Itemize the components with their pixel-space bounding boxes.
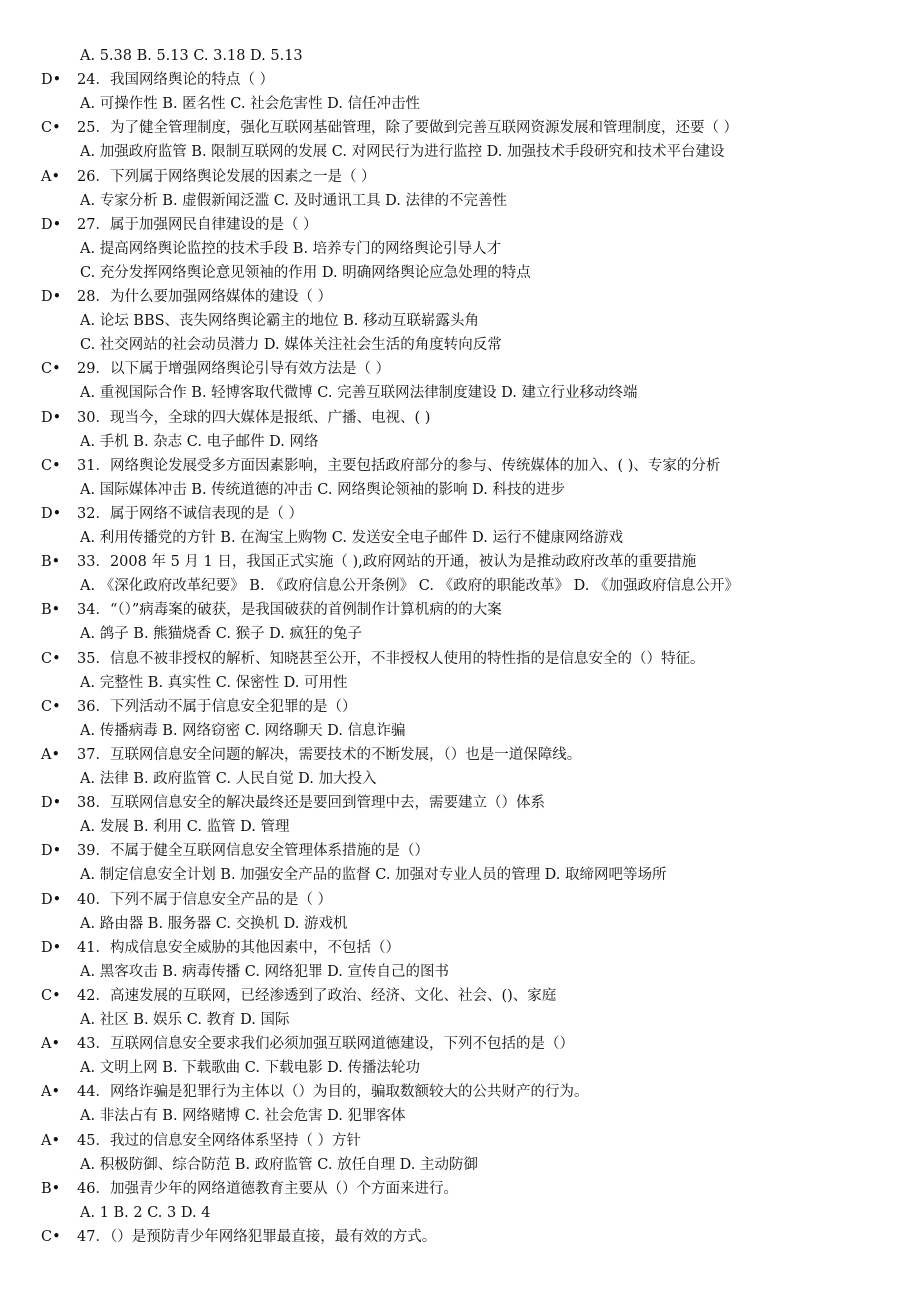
answer-marker: D• [41,72,62,89]
question-line [41,1179,458,1199]
question-text: 37．互联网信息安全问题的解决，需要技术的不断发展，（）也是一道保障线。 [77,746,582,763]
question-text: 27．属于加强网民自律建设的是（ ） [77,216,318,233]
options-line: A. 发展 B. 利用 C. 监管 D. 管理 [80,819,290,836]
answer-marker: C• [41,1228,61,1245]
question-line [41,745,581,765]
question-line [41,408,430,428]
question-text: 31．网络舆论发展受多方面因素影响，主要包括政府部分的参与、传统媒体的加入、( )、专家的分析 [77,457,721,474]
answer-marker: C• [41,987,61,1004]
options-line: A. 《深化政府改革纪要》 B. 《政府信息公开条例》 C. 《政府的职能改革》 D. 《加强政府信息公开》 [80,578,740,595]
options-line: A. 制定信息安全计划 B. 加强安全产品的监督 C. 加强对专业人员的管理 D. 取缔网吧等场所 [80,867,667,884]
answer-marker: D• [41,289,62,305]
question-text: 40．下列不属于信息安全产品的是（ ） [77,891,333,908]
question-line [41,287,332,307]
question-text: 36．下列活动不属于信息安全犯罪的是（） [77,698,357,715]
question-text: 26．下列属于网络舆论发展的因素之一是（ ） [77,168,376,185]
question-text: 35．信息不被非授权的解析、知晓甚至公开，不非授权人使用的特性指的是信息安全的（）特征。 [77,650,705,667]
question-line [41,600,502,620]
answer-marker: A• [41,1132,61,1149]
options-line: A. 传播病毒 B. 网络窃密 C. 网络聊天 D. 信息诈骗 [80,722,406,739]
options-line: A. 可操作性 B. 匿名性 C. 社会危害性 D. 信任冲击性 [80,96,421,113]
answer-marker: C• [41,361,61,378]
answer-marker: A• [41,168,61,185]
answer-marker: C• [41,698,61,715]
options-line: A. 黑客攻击 B. 病毒传播 C. 网络犯罪 D. 宣传自己的图书 [80,963,450,980]
options-line: A. 社区 B. 娱乐 C. 教育 D. 国际 [80,1012,290,1028]
answer-marker: B• [41,602,61,619]
answer-marker: C• [41,457,61,474]
question-text: 28．为什么要加强网络媒体的建设（ ） [77,289,333,305]
options-line: A. 积极防御、综合防范 B. 政府监管 C. 放任自理 D. 主动防御 [80,1156,479,1173]
options-line: A. 5.38 B. 5.13 C. 3.18 D. 5.13 [80,48,303,64]
options-line: A. 提高网络舆论监控的技术手段 B. 培养专门的网络舆论引导人才 [80,240,502,257]
question-line [41,167,376,187]
question-line [41,215,318,235]
question-line [41,456,720,476]
question-text: 47．（）是预防青少年网络犯罪最直接，最有效的方式。 [77,1228,437,1245]
options-line: A. 鸽子 B. 熊猫烧香 C. 猴子 D. 疯狂的兔子 [80,626,363,643]
question-text: 38．互联网信息安全的解决最终还是要回到管理中去，需要建立（）体系 [77,795,545,812]
question-line [41,890,332,910]
options-line: A. 利用传播党的方针 B. 在淘宝上购物 C. 发送安全电子邮件 D. 运行不健康网络游戏 [80,530,624,546]
options-line: C. 社交网站的社会动员潜力 D. 媒体关注社会生活的角度转向反常 [80,337,502,354]
answer-marker: C• [41,650,61,667]
answer-marker: A• [41,1036,61,1053]
answer-marker: D• [41,409,62,426]
options-line: C. 充分发挥网络舆论意见领袖的作用 D. 明确网络舆论应急处理的特点 [80,264,531,281]
options-line: A. 手机 B. 杂志 C. 电子邮件 D. 网络 [80,433,319,450]
question-line [41,1131,361,1151]
answer-marker: C• [41,120,61,137]
question-text: 46．加强青少年的网络道德教育主要从（）个方面来进行。 [77,1180,458,1197]
question-text: 42．高速发展的互联网，已经渗透到了政治、经济、文化、社会、()、家庭 [77,987,557,1004]
answer-marker: B• [41,1180,61,1197]
question-text: 45．我过的信息安全网络体系坚持（ ）方针 [77,1132,362,1149]
options-line: A. 路由器 B. 服务器 C. 交换机 D. 游戏机 [80,915,348,932]
question-line [41,70,274,90]
question-line [41,504,303,524]
options-line: A. 加强政府监管 B. 限制互联网的发展 C. 对网民行为进行监控 D. 加强技术手段研究和技术平台建设 [80,144,725,161]
options-line: A. 国际媒体冲击 B. 传统道德的冲击 C. 网络舆论领袖的影响 D. 科技的进步 [80,481,566,498]
options-line: A. 论坛 BBS、丧失网络舆论霸主的地位 B. 移动互联崭露头角 [80,313,480,330]
question-text: 33．2008 年 5 月 1 日，我国正式实施（ ),政府网站的开通，被认为是推动政府改革的重要措施 [77,554,697,571]
options-line: A. 非法占有 B. 网络赌博 C. 社会危害 D. 犯罪客体 [80,1108,406,1125]
question-line [41,649,704,669]
answer-marker: A• [41,1084,61,1101]
question-line [41,359,390,379]
question-line [41,793,545,813]
options-line: A. 重视国际合作 B. 轻博客取代微博 C. 完善互联网法律制度建设 D. 建立行业移动终端 [80,385,638,402]
question-text: 32．属于网络不诚信表现的是（ ） [77,505,304,522]
question-line [41,1227,436,1247]
answer-marker: B• [41,554,61,571]
question-text: 41．构成信息安全威胁的其他因素中，不包括（） [77,939,400,956]
answer-marker: D• [41,216,62,233]
question-line [41,118,738,138]
options-line: A. 专家分析 B. 虚假新闻泛滥 C. 及时通讯工具 D. 法律的不完善性 [80,192,508,209]
answer-marker: D• [41,939,62,956]
question-line [41,1082,588,1102]
question-line [41,697,356,717]
options-line: A. 文明上网 B. 下载歌曲 C. 下载电影 D. 传播法轮功 [80,1060,421,1077]
answer-marker: A• [41,746,61,763]
question-text: 39．不属于健全互联网信息安全管理体系措施的是（） [77,843,429,860]
answer-marker: D• [41,795,62,812]
question-text: 43．互联网信息安全要求我们必须加强互联网道德建设，下列不包括的是（） [77,1036,574,1053]
question-line [41,841,429,861]
question-text: 24．我国网络舆论的特点（ ） [77,72,275,89]
question-line [41,552,696,572]
question-text: 29．以下属于增强网络舆论引导有效方法是（ ） [77,361,391,378]
answer-marker: D• [41,505,62,522]
question-text: 44．网络诈骗是犯罪行为主体以（）为目的，骗取数额较大的公共财产的行为。 [77,1084,589,1101]
answer-marker: D• [41,891,62,908]
question-text: 25．为了健全管理制度，强化互联网基础管理，除了要做到完善互联网资源发展和管理制度，还要（ ） [77,120,739,137]
options-line: A. 1 B. 2 C. 3 D. 4 [80,1204,211,1221]
answer-marker: D• [41,843,62,860]
question-text: 30．现当今，全球的四大媒体是报纸、广播、电视、( ) [77,409,431,426]
question-line [41,1034,574,1054]
question-text: 34．“（）”病毒案的破获，是我国破获的首例制作计算机病的的大案 [77,602,502,619]
options-line: A. 完整性 B. 真实性 C. 保密性 D. 可用性 [80,674,348,691]
question-line [41,938,400,958]
options-line: A. 法律 B. 政府监管 C. 人民自觉 D. 加大投入 [80,771,377,787]
question-line [41,986,556,1006]
